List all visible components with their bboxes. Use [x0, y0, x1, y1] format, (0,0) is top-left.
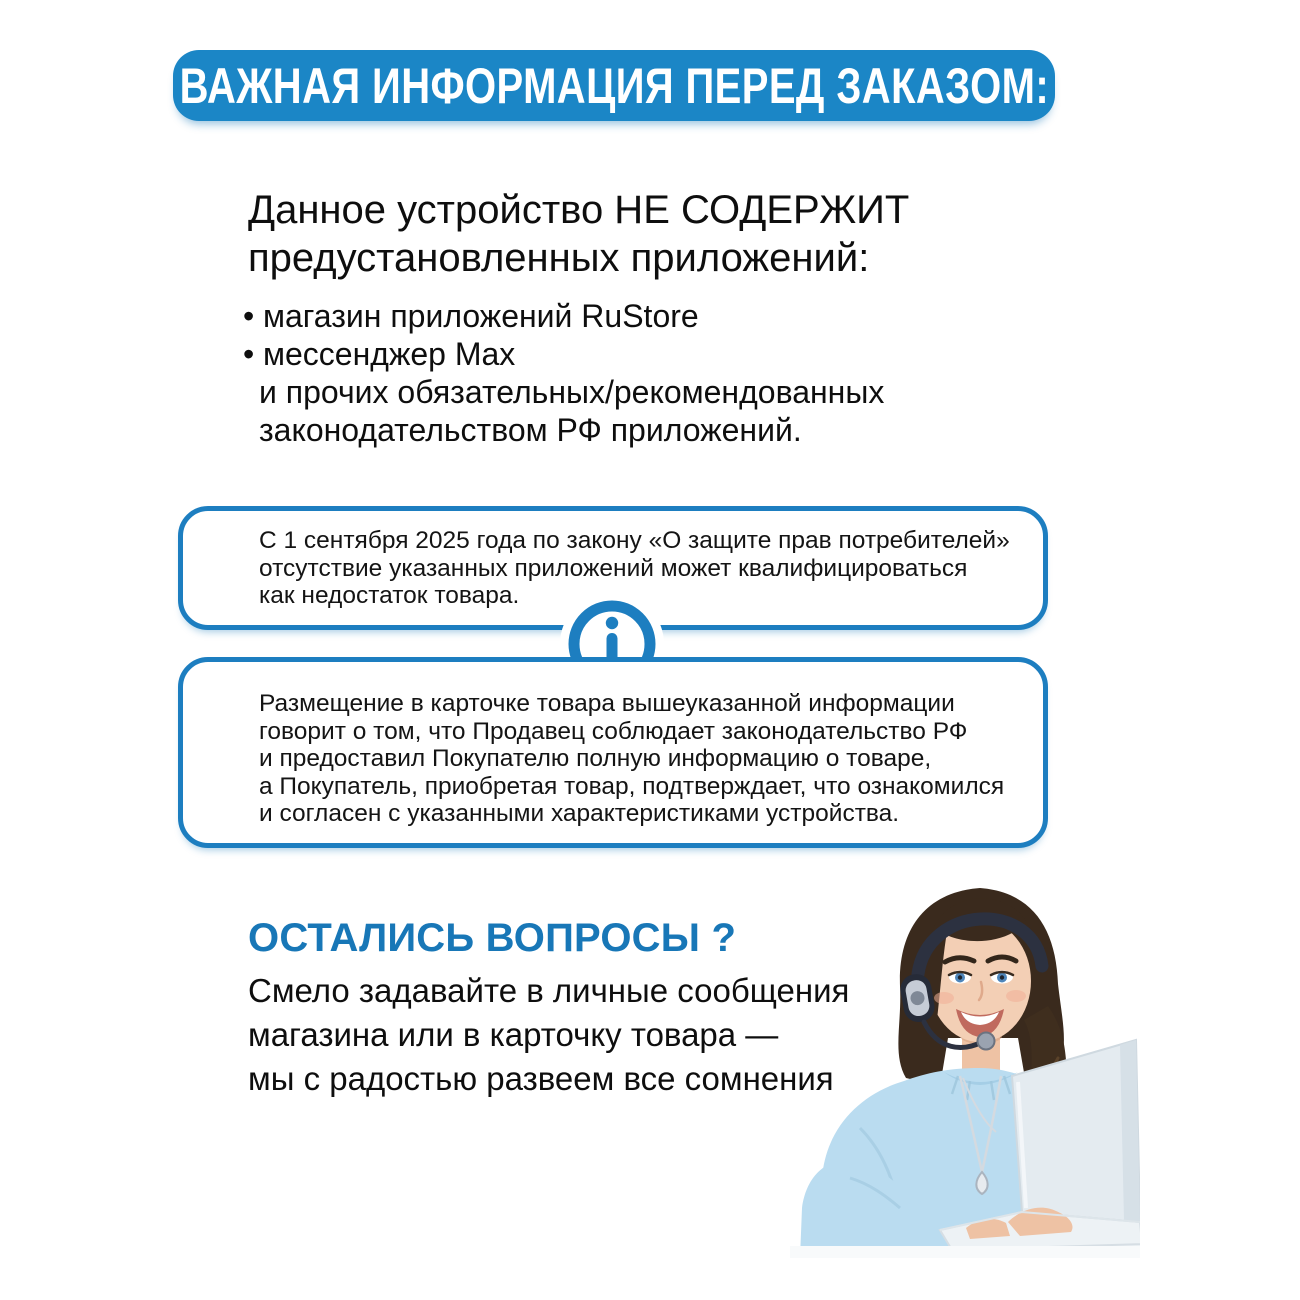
compliance-line-1: Размещение в карточке товара вышеуказанной информации	[259, 690, 955, 717]
compliance-line-5: и согласен с указанными характеристиками устройства.	[259, 800, 900, 827]
law-info-line-2: отсутствие указанных приложений может квалифицироваться	[259, 554, 968, 582]
bullet-list	[243, 297, 884, 449]
bullet-item-rustore	[243, 297, 884, 335]
questions-line-3: мы с радостью развеем все сомнения	[248, 1060, 834, 1097]
compliance-line-2: говорит о том, что Продавец соблюдает законодательство РФ	[259, 717, 968, 745]
compliance-line-4: а Покупатель, приобретая товар, подтверждает, что ознакомился	[259, 772, 1005, 800]
questions-heading: ОСТАЛИСЬ ВОПРОСЫ ?	[248, 916, 737, 960]
intro-heading-line-2: предустановленных приложений:	[248, 236, 870, 280]
bullet-dot: •	[243, 298, 255, 334]
compliance-line-3: и предоставил Покупателю полную информацию о товаре,	[259, 745, 932, 772]
bullet-text: магазин приложений RuStore	[263, 298, 699, 334]
intro-heading-line-1: Данное устройство НЕ СОДЕРЖИТ	[248, 188, 910, 232]
questions-text	[248, 969, 849, 1101]
bullet-dot: •	[243, 336, 255, 372]
bullet-note	[259, 373, 884, 449]
questions-line-1: Смело задавайте в личные сообщения	[248, 972, 850, 1009]
bullet-note-line-2: законодательством РФ приложений.	[259, 412, 802, 448]
law-info-line-1: С 1 сентября 2025 года по закону «О защите прав потребителей»	[259, 527, 1010, 554]
support-agent-photo	[790, 878, 1140, 1258]
bullet-text: мессенджер Max	[263, 336, 516, 372]
bullet-note-line-1: и прочих обязательных/рекомендованных	[259, 374, 885, 410]
support-agent-illustration	[790, 878, 1140, 1258]
intro-heading	[248, 186, 909, 282]
compliance-info-box	[178, 657, 1048, 848]
questions-line-2: магазина или в карточку товара —	[248, 1016, 779, 1053]
law-info-line-3: как недостаток товара.	[259, 582, 520, 609]
banner-title: ВАЖНАЯ ИНФОРМАЦИЯ ПЕРЕД ЗАКАЗОМ:	[179, 57, 1049, 114]
bullet-item-max	[243, 335, 884, 373]
banner	[173, 50, 1055, 121]
